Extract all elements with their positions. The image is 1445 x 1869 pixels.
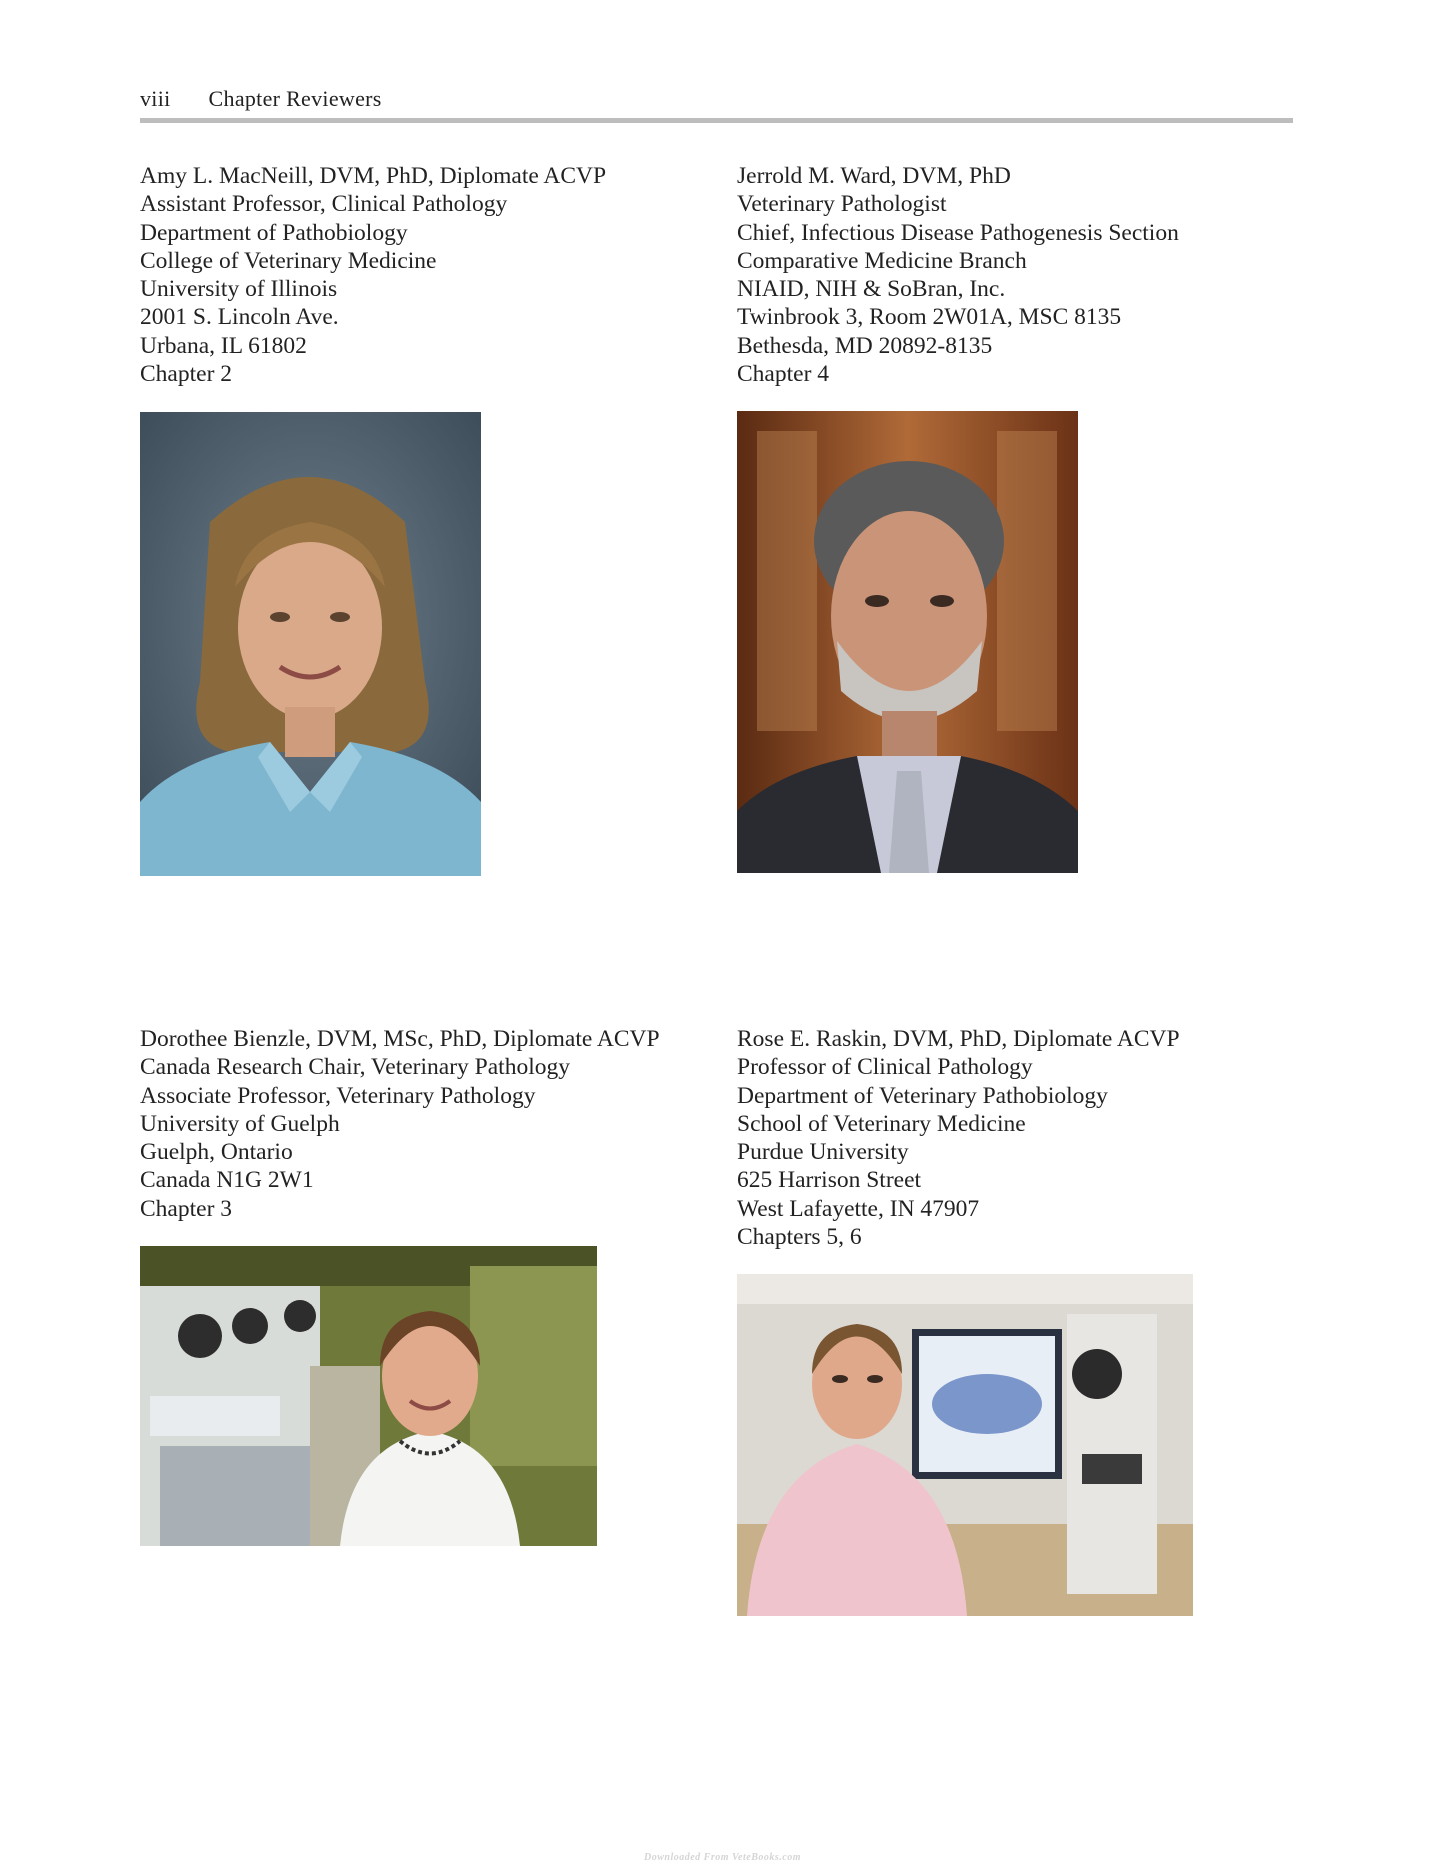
reviewer-city: Bethesda, MD 20892-8135 [737,332,993,359]
reviewer-photo-raskin [737,1274,1193,1616]
reviewer-college: College of Veterinary Medicine [140,247,437,274]
reviewer-street: Twinbrook 3, Room 2W01A, MSC 8135 [737,304,1122,331]
reviewer-title: Veterinary Pathologist [737,191,947,218]
reviewer-chapter: Chapters 5, 6 [737,1224,862,1251]
reviewer-entry-macneill [140,162,606,388]
reviewer-name: Jerrold M. Ward, DVM, PhD [737,163,1011,189]
reviewer-photo-ward [737,411,1078,873]
page-number: viii [140,86,171,111]
reviewer-institution: University of Guelph [140,1110,340,1137]
reviewer-street: 625 Harrison Street [737,1167,922,1194]
header-rule [140,118,1293,123]
reviewer-school: School of Veterinary Medicine [737,1110,1026,1137]
reviewer-photo-macneill [140,412,481,876]
reviewer-name: Dorothee Bienzle, DVM, MSc, PhD, Diplomate ACVP [140,1026,660,1052]
reviewer-city: West Lafayette, IN 47907 [737,1195,980,1222]
reviewer-street: 2001 S. Lincoln Ave. [140,304,339,331]
reviewer-chapter: Chapter 3 [140,1195,233,1222]
reviewer-position: Associate Professor, Veterinary Pathology [140,1082,536,1109]
running-head [140,86,382,112]
reviewer-name: Rose E. Raskin, DVM, PhD, Diplomate ACVP [737,1026,1180,1052]
reviewer-name: Amy L. MacNeill, DVM, PhD, Diplomate ACVP [140,163,607,189]
reviewer-institution: University of Illinois [140,276,338,303]
reviewer-photo-bienzle [140,1246,597,1546]
reviewer-title: Assistant Professor, Clinical Pathology [140,191,508,218]
reviewer-branch: Comparative Medicine Branch [737,247,1027,274]
reviewer-entry-ward [737,162,1179,388]
reviewer-institution: NIAID, NIH & SoBran, Inc. [737,276,1006,303]
reviewer-title: Canada Research Chair, Veterinary Pathology [140,1054,570,1081]
reviewer-city: Guelph, Ontario [140,1139,293,1166]
footer-watermark: Downloaded From VeteBooks.com [643,1852,801,1863]
reviewer-chapter: Chapter 4 [737,361,830,388]
reviewer-entry-raskin [737,1025,1180,1251]
reviewer-position: Chief, Infectious Disease Pathogenesis Section [737,219,1179,246]
reviewer-postal: Canada N1G 2W1 [140,1167,314,1194]
running-head-title: Chapter Reviewers [208,86,382,111]
reviewer-title: Professor of Clinical Pathology [737,1054,1033,1081]
reviewer-entry-bienzle [140,1025,660,1223]
reviewer-chapter: Chapter 2 [140,361,233,388]
reviewer-institution: Purdue University [737,1139,909,1166]
reviewer-department: Department of Veterinary Pathobiology [737,1082,1108,1109]
reviewer-department: Department of Pathobiology [140,219,408,246]
reviewer-city: Urbana, IL 61802 [140,332,307,359]
